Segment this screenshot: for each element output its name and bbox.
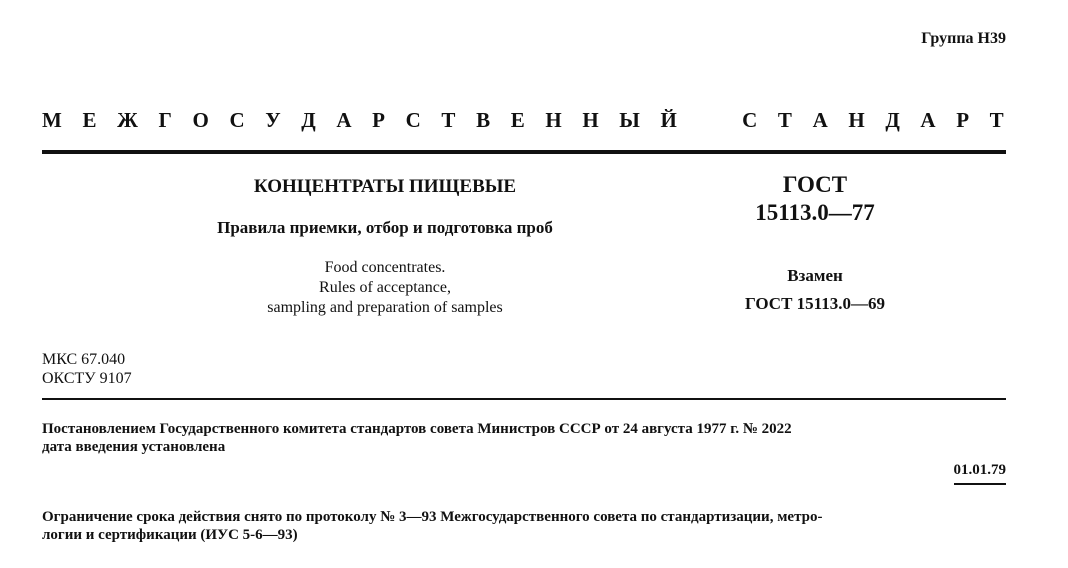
header-letter: Г: [158, 108, 172, 132]
english-title-line: Rules of acceptance,: [319, 279, 451, 296]
limitation-line: Ограничение срока действия снято по протоколу № 3—93 Межгосударственного совета по стандартизации, метро-: [42, 509, 823, 525]
mks-code: МКС 67.040: [42, 351, 126, 368]
header-letter: У: [265, 108, 281, 132]
document-title: КОНЦЕНТРАТЫ ПИЩЕВЫЕ: [253, 176, 517, 197]
decree-text: [42, 420, 1012, 456]
replaces-number: ГОСТ 15113.0—69: [744, 294, 885, 313]
limitation-text: [42, 508, 1012, 544]
gost-label: ГОСТ: [782, 172, 848, 197]
header-letter: Д: [301, 108, 316, 132]
document-subtitle: Правила приемки, отбор и подготовка проб: [217, 218, 553, 237]
header-letter: А: [920, 108, 936, 132]
header-letter: А: [812, 108, 828, 132]
group-label: Группа Н39: [921, 30, 1006, 47]
decree-line: дата введения установлена: [42, 439, 226, 455]
header-letter: Е: [510, 108, 525, 132]
classification-codes: [42, 350, 132, 388]
header-letter: С: [405, 108, 421, 132]
header-letter: Й: [660, 108, 677, 132]
header-letter: Ж: [117, 108, 138, 132]
gost-number: 15113.0—77: [755, 200, 875, 225]
standard-header: [42, 108, 1004, 133]
effective-date: 01.01.79: [954, 461, 1007, 485]
header-letter: В: [476, 108, 491, 132]
header-letter: Ы: [619, 108, 640, 132]
header-letter: А: [336, 108, 352, 132]
header-letter: Т: [989, 108, 1004, 132]
header-letter: С: [229, 108, 245, 132]
header-letter: Р: [956, 108, 970, 132]
english-title-line: sampling and preparation of samples: [267, 299, 503, 316]
header-letter: Н: [848, 108, 865, 132]
english-title: [110, 258, 660, 318]
okstu-code: ОКСТУ 9107: [42, 370, 132, 387]
header-letter: Е: [82, 108, 97, 132]
header-rule: [42, 150, 1006, 154]
gost-block: [700, 172, 930, 314]
header-letter: Н: [582, 108, 599, 132]
header-letter: О: [192, 108, 209, 132]
header-word-gap: [698, 108, 722, 133]
header-letter: Т: [777, 108, 792, 132]
header-letter: Р: [372, 108, 385, 132]
decree-line: Постановлением Государственного комитета стандартов совета Министров СССР от 24 августа 1977 г. № 2022: [42, 421, 792, 437]
header-letter: М: [42, 108, 62, 132]
header-letter: Д: [885, 108, 900, 132]
codes-rule: [42, 398, 1006, 400]
header-letter: Н: [545, 108, 562, 132]
limitation-line: логии и сертификации (ИУС 5-6—93): [42, 527, 298, 543]
replaces-label: Взамен: [787, 266, 843, 285]
title-block: [110, 176, 660, 318]
header-letter: Т: [441, 108, 456, 132]
header-letter: С: [742, 108, 758, 132]
english-title-line: Food concentrates.: [324, 259, 446, 276]
